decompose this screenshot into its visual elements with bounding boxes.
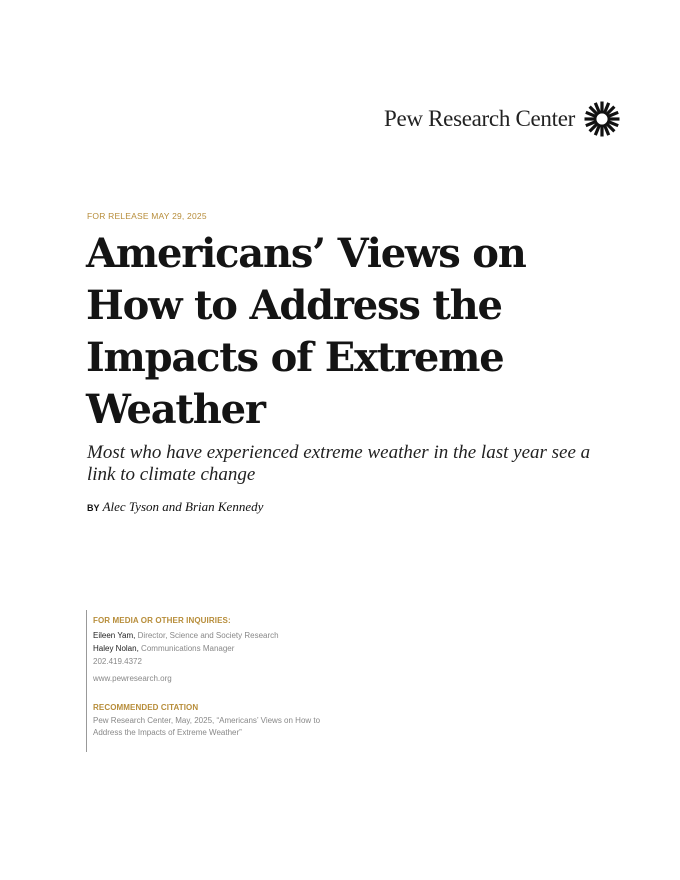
byline-authors: Alec Tyson and Brian Kennedy — [102, 499, 264, 514]
contact-line — [93, 629, 346, 642]
release-date: FOR RELEASE MAY 29, 2025 — [87, 211, 207, 221]
contact-role: Director, Science and Society Research — [137, 631, 279, 640]
contact-name: Haley Nolan, — [93, 644, 139, 653]
logo-text: Pew Research Center — [383, 106, 575, 131]
citation-text: Pew Research Center, May, 2025, “Americans’ Views on How to Address the Impacts of Extreme Weather” — [93, 716, 321, 737]
contact-phone: 202.419.4372 — [93, 657, 142, 666]
citation-heading: RECOMMENDED CITATION — [93, 703, 199, 712]
pew-logo — [384, 100, 621, 138]
report-title: Americans’ Views on How to Address the Impacts of Extreme Weather — [86, 230, 526, 433]
inquiries-heading: FOR MEDIA OR OTHER INQUIRIES: — [93, 616, 231, 625]
contact-role: Communications Manager — [141, 644, 235, 653]
contact-name: Eileen Yam, — [93, 631, 136, 640]
byline — [87, 499, 263, 515]
pew-sunburst-icon — [583, 100, 621, 138]
contact-line — [93, 642, 346, 655]
report-subtitle: Most who have experienced extreme weather in the last year see a link to climate change — [87, 442, 591, 485]
byline-prefix: BY — [87, 503, 100, 513]
website-link[interactable]: www.pewresearch.org — [93, 674, 172, 683]
contact-block — [86, 610, 346, 752]
